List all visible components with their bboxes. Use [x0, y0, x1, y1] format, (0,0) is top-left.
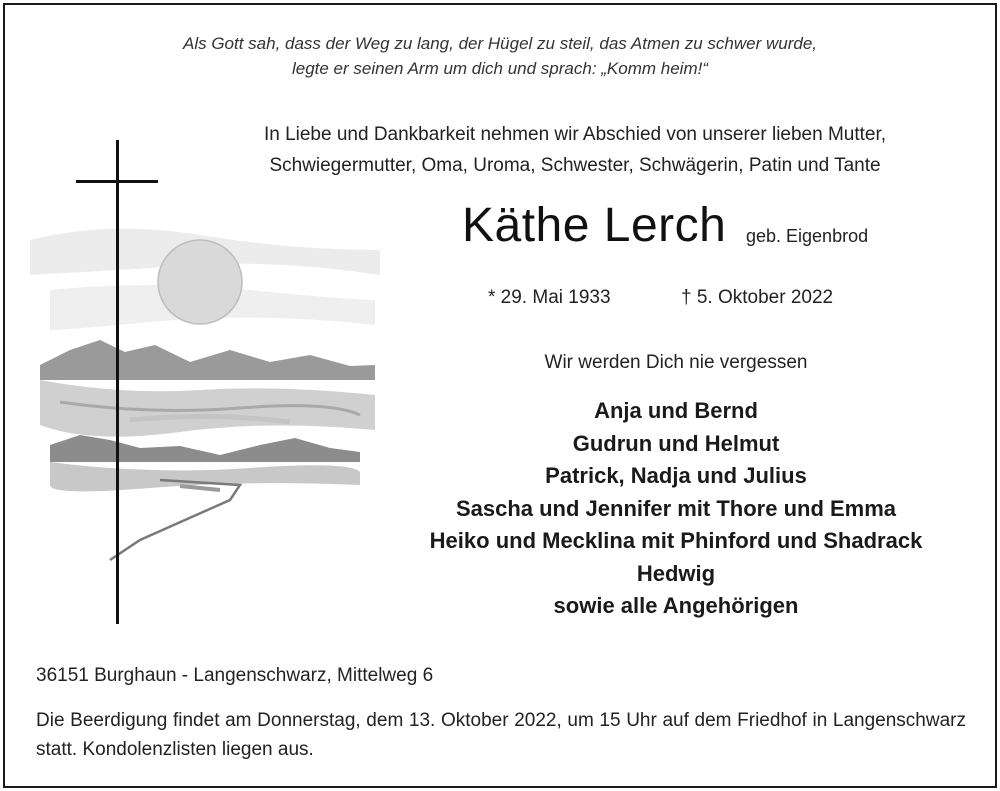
mourner-line: Gudrun und Helmut [572, 431, 780, 456]
mourner-line: Hedwig [636, 561, 716, 586]
address: 36151 Burghaun - Langenschwarz, Mittelweg 6 [36, 665, 434, 686]
sun-icon [158, 240, 242, 324]
mourner-line: Anja und Bernd [594, 398, 758, 423]
maiden-name: geb. Eigenbrod [746, 226, 869, 246]
quote-line-2: legte er seinen Arm um dich und sprach: „Komm heim!“ [291, 59, 709, 78]
mourner-line: sowie alle Angehörigen [553, 593, 799, 618]
intro-line-2: Schwiegermutter, Oma, Uroma, Schwester, Schwägerin, Patin und Tante [269, 155, 881, 176]
birth-date: * 29. Mai 1933 [488, 287, 611, 308]
intro-line-1: In Liebe und Dankbarkeit nehmen wir Abschied von unserer lieben Mutter, [263, 124, 887, 145]
mourner-line: Patrick, Nadja und Julius [545, 463, 807, 488]
deceased-name: Käthe Lerch [462, 199, 727, 252]
farewell-line: Wir werden Dich nie vergessen [544, 352, 808, 373]
funeral-notice: Die Beerdigung findet am Donnerstag, dem 13. Oktober 2022, um 15 Uhr auf dem Friedhof in Langenschwarz statt. Kondolenzlisten liegen aus. [36, 710, 966, 760]
cross-icon [116, 140, 119, 624]
cross-landscape-illustration [30, 140, 390, 630]
mourner-line: Heiko und Mecklina mit Phinford und Shadrack [429, 528, 923, 553]
death-date: † 5. Oktober 2022 [681, 287, 834, 308]
quote-line-1: Als Gott sah, dass der Weg zu lang, der Hügel zu steil, das Atmen zu schwer wurde, [182, 34, 818, 53]
mourner-line: Sascha und Jennifer mit Thore und Emma [455, 496, 897, 521]
